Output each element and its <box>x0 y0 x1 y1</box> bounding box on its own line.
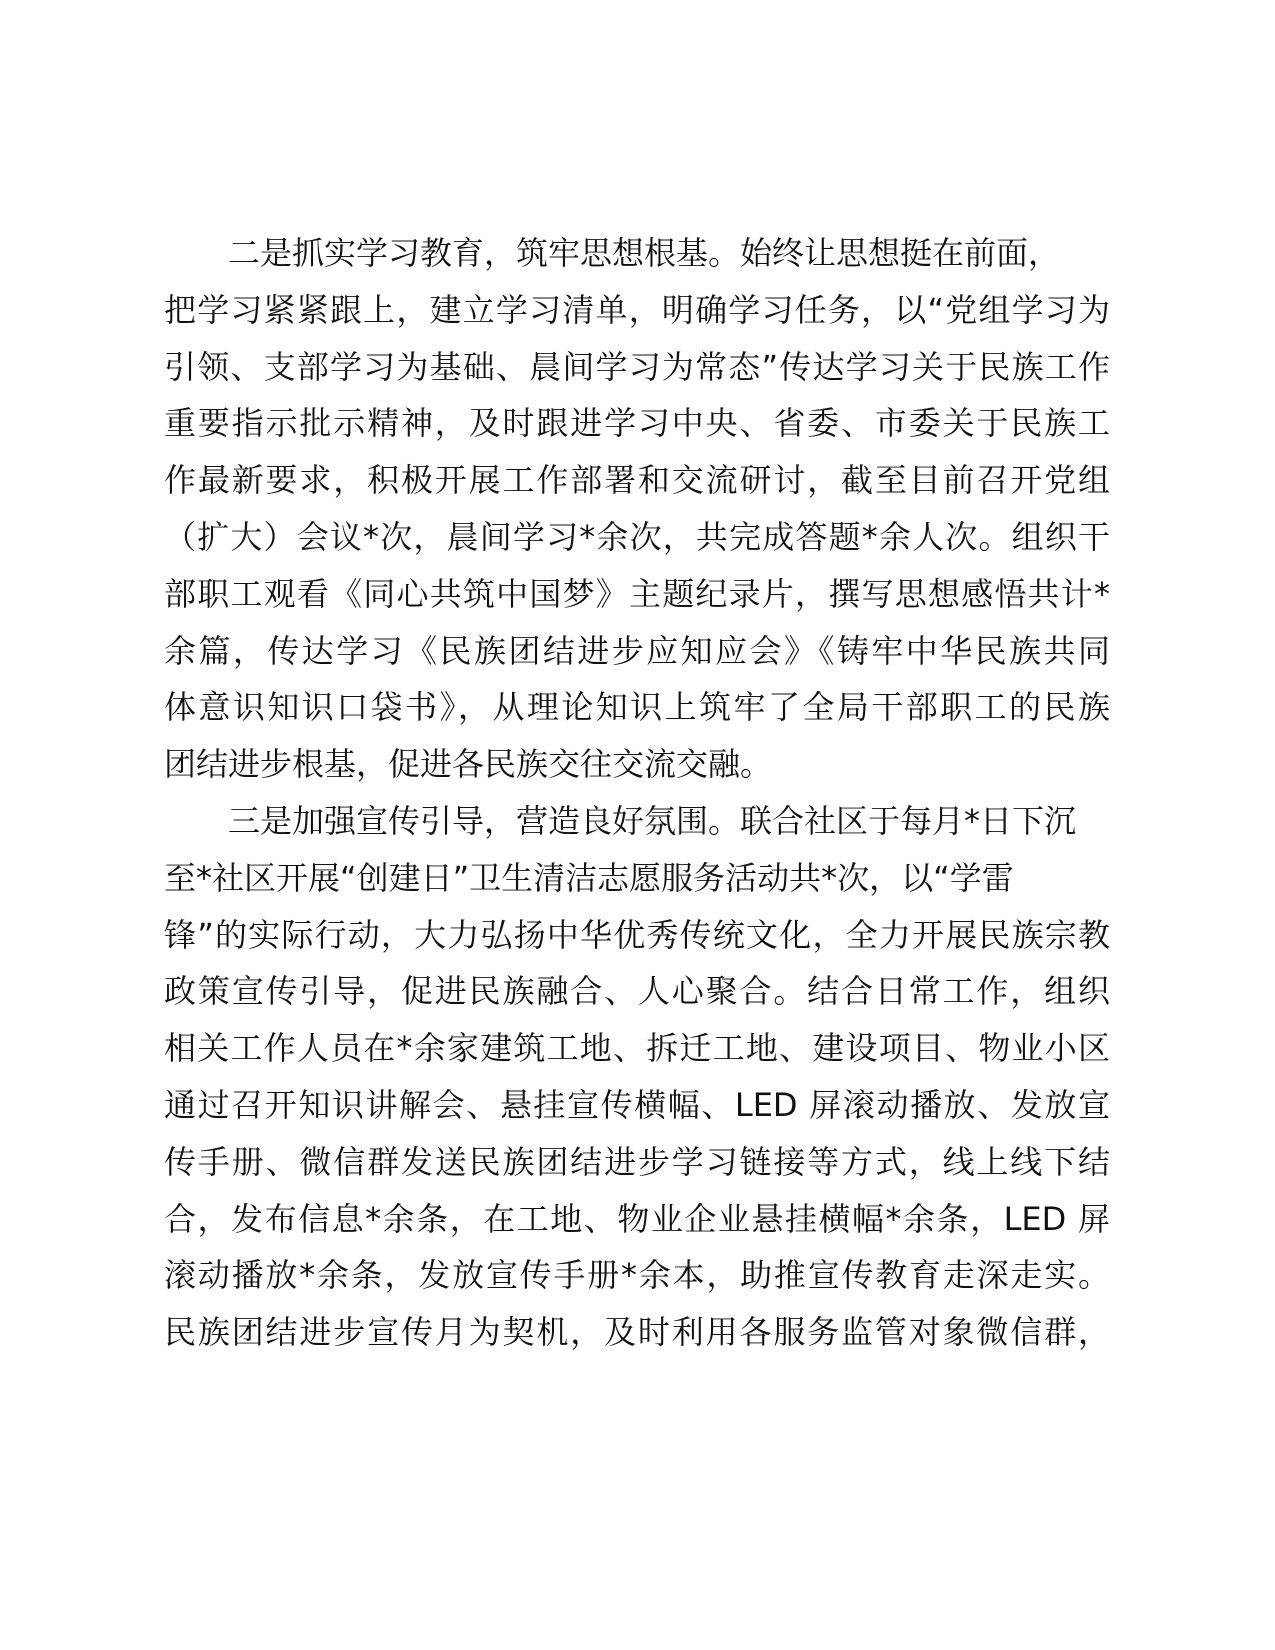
paragraph-line: 滚动播放*余条，发放宣传手册*余本，助推宣传教育走深走实。 <box>164 1256 1110 1295</box>
paragraph-line: 作最新要求，积极开展工作部署和交流研讨，截至目前召开党组 <box>164 461 1110 500</box>
paragraph-line: 把学习紧紧跟上，建立学习清单，明确学习任务，以“党组学习为 <box>164 290 1110 329</box>
paragraph-publicity-guidance <box>164 793 1110 1361</box>
paragraph-line: 合，发布信息*余条，在工地、物业企业悬挂横幅*余条，LED 屏 <box>164 1199 1110 1238</box>
paragraph-line: 二是抓实学习教育，筑牢思想根基。始终让思想挺在前面， <box>228 234 1061 272</box>
paragraph-line: 通过召开知识讲解会、悬挂宣传横幅、LED 屏滚动播放、发放宣 <box>164 1085 1110 1124</box>
paragraph-line: （扩大）会议*次，晨间学习*余次，共完成答题*余人次。组织干 <box>164 517 1110 556</box>
paragraph-line: 三是加强宣传引导，营造良好氛围。联合社区于每月*日下沉 <box>228 801 1077 840</box>
paragraph-line: 部职工观看《同心共筑中国梦》主题纪录片，撰写思想感悟共计* <box>164 574 1110 613</box>
paragraph-line: 体意识知识口袋书》，从理论知识上筑牢了全局干部职工的民族 <box>164 688 1110 727</box>
paragraph-study-education <box>164 225 1110 793</box>
paragraph-line: 锋”的实际行动，大力弘扬中华优秀传统文化，全力开展民族宗教 <box>164 915 1110 954</box>
paragraph-line: 相关工作人员在*余家建筑工地、拆迁工地、建设项目、物业小区 <box>164 1029 1110 1068</box>
paragraph-line: 政策宣传引导，促进民族融合、人心聚合。结合日常工作，组织 <box>164 972 1110 1011</box>
paragraph-line: 团结进步根基，促进各民族交往交流交融。 <box>164 745 773 784</box>
paragraph-line: 重要指示批示精神，及时跟进学习中央、省委、市委关于民族工 <box>164 404 1110 443</box>
paragraph-line: 余篇，传达学习《民族团结进步应知应会》《铸牢中华民族共同 <box>164 631 1110 670</box>
document-body <box>164 225 1110 1361</box>
paragraph-line: 引领、支部学习为基础、晨间学习为常态”传达学习关于民族工作 <box>164 347 1110 386</box>
paragraph-line: 民族团结进步宣传月为契机，及时利用各服务监管对象微信群， <box>164 1313 1110 1352</box>
paragraph-line: 至*社区开展“创建日”卫生清洁志愿服务活动共*次，以“学雷 <box>164 858 1014 897</box>
paragraph-line: 传手册、微信群发送民族团结进步学习链接等方式，线上线下结 <box>164 1142 1110 1181</box>
